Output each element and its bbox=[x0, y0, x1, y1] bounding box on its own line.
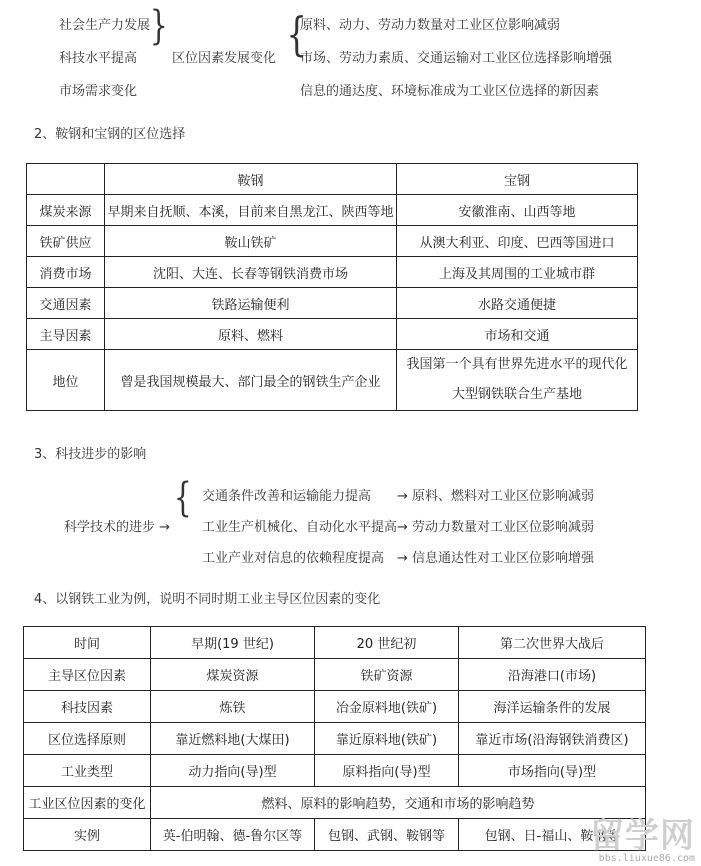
tech-progress-source: 科学技术的进步 → bbox=[64, 520, 171, 535]
heading-section-2: 2、鞍钢和宝钢的区位选择 bbox=[34, 127, 186, 142]
row-label: 工业区位因素的变化 bbox=[24, 787, 151, 819]
factor-social-productivity: 社会生产力发展 bbox=[59, 18, 151, 33]
table-header-row bbox=[27, 164, 638, 195]
table-cell: 沿海港口(市场) bbox=[459, 659, 646, 691]
effect-line-3: 工业产业对信息的依赖程度提高 bbox=[202, 551, 385, 566]
effect-line-1: 交通条件改善和运输能力提高 bbox=[202, 489, 372, 504]
table-cell: 包钢、武钢、鞍钢等 bbox=[315, 819, 459, 851]
steel-industry-table bbox=[23, 626, 646, 851]
watermark-logo: 留学网 bbox=[590, 816, 695, 856]
left-brace-icon: { bbox=[173, 475, 192, 521]
result-line-2: 市场、劳动力素质、交通运输对工业区位选择影响增强 bbox=[300, 51, 613, 66]
heading-section-4: 4、以钢铁工业为例，说明不同时期工业主导区位因素的变化 bbox=[34, 592, 381, 607]
table-row bbox=[24, 755, 646, 787]
table-cell: 从澳大利亚、印度、巴西等国进口 bbox=[397, 226, 638, 257]
impact-line-1: → 原料、燃料对工业区位影响减弱 bbox=[397, 489, 595, 504]
table-cell: 冶金原料地(铁矿) bbox=[315, 691, 459, 723]
table-row bbox=[24, 659, 646, 691]
cell-line: 大型钢铁联合生产基地 bbox=[451, 387, 582, 402]
row-label: 地位 bbox=[27, 350, 105, 411]
table-row bbox=[27, 226, 638, 257]
left-brace-icon: { bbox=[286, 7, 307, 61]
table-cell: 市场指向(导)型 bbox=[459, 755, 646, 787]
table-row bbox=[24, 723, 646, 755]
impact-line-3: → 信息通达性对工业区位影响增强 bbox=[397, 551, 595, 566]
row-label: 主导因素 bbox=[27, 319, 105, 350]
impact-line-2: → 劳动力数量对工业区位影响减弱 bbox=[397, 520, 595, 535]
table-cell: 包钢、日-福山、鞍钢等 bbox=[459, 819, 646, 851]
header-cell: 鞍钢 bbox=[105, 164, 397, 195]
table-row bbox=[27, 350, 638, 411]
table-cell: 曾是我国规模最大、部门最全的钢铁生产企业 bbox=[105, 350, 397, 411]
table-row bbox=[24, 819, 646, 851]
table-cell: 铁路运输便利 bbox=[105, 288, 397, 319]
header-cell: 宝钢 bbox=[397, 164, 638, 195]
table-row bbox=[24, 787, 646, 819]
table-cell: 铁矿资源 bbox=[315, 659, 459, 691]
result-line-1: 原料、动力、劳动力数量对工业区位影响减弱 bbox=[300, 18, 561, 33]
table-cell: 海洋运输条件的发展 bbox=[459, 691, 646, 723]
table-cell: 动力指向(导)型 bbox=[151, 755, 315, 787]
table-row bbox=[24, 691, 646, 723]
row-label: 消费市场 bbox=[27, 257, 105, 288]
table-row bbox=[27, 195, 638, 226]
table-row bbox=[27, 257, 638, 288]
header-cell bbox=[27, 164, 105, 195]
table-cell: 靠近燃料地(大煤田) bbox=[151, 723, 315, 755]
row-label: 实例 bbox=[24, 819, 151, 851]
watermark-url: bbs.liuxue86.com bbox=[598, 853, 695, 864]
table-cell: 上海及其周围的工业城市群 bbox=[397, 257, 638, 288]
row-label: 交通因素 bbox=[27, 288, 105, 319]
table-cell: 炼铁 bbox=[151, 691, 315, 723]
table-cell: 早期来自抚顺、本溪，目前来自黑龙江、陕西等地 bbox=[105, 195, 397, 226]
row-label: 科技因素 bbox=[24, 691, 151, 723]
table-cell: 靠近原料地(铁矿) bbox=[315, 723, 459, 755]
table-cell-merged: 燃料、原料的影响趋势，交通和市场的影响趋势 bbox=[151, 787, 646, 819]
heading-section-3: 3、科技进步的影响 bbox=[34, 447, 147, 462]
table-header-row bbox=[24, 627, 646, 659]
center-location-change: 区位因素发展变化 bbox=[172, 51, 277, 66]
row-label: 铁矿供应 bbox=[27, 226, 105, 257]
row-label: 主导区位因素 bbox=[24, 659, 151, 691]
table-cell: 原料指向(导)型 bbox=[315, 755, 459, 787]
table-cell: 鞍山铁矿 bbox=[105, 226, 397, 257]
table-row bbox=[27, 288, 638, 319]
table-cell: 煤炭资源 bbox=[151, 659, 315, 691]
header-cell: 20 世纪初 bbox=[315, 627, 459, 659]
anshan-baoshan-table bbox=[26, 163, 638, 411]
factor-tech-level: 科技水平提高 bbox=[59, 51, 138, 66]
header-cell: 第二次世界大战后 bbox=[459, 627, 646, 659]
table-cell-multiline bbox=[397, 350, 638, 411]
table-cell: 水路交通便捷 bbox=[397, 288, 638, 319]
cell-line: 我国第一个具有世界先进水平的现代化 bbox=[406, 357, 628, 372]
right-brace-icon: } bbox=[149, 3, 168, 49]
table-cell: 市场和交通 bbox=[397, 319, 638, 350]
table-cell: 安徽淮南、山西等地 bbox=[397, 195, 638, 226]
result-line-3: 信息的通达度、环境标准成为工业区位选择的新因素 bbox=[300, 84, 600, 99]
table-cell: 英-伯明翰、德-鲁尔区等 bbox=[151, 819, 315, 851]
header-cell: 早期(19 世纪) bbox=[151, 627, 315, 659]
table-cell: 沈阳、大连、长春等钢铁消费市场 bbox=[105, 257, 397, 288]
watermark bbox=[590, 816, 695, 864]
row-label: 区位选择原则 bbox=[24, 723, 151, 755]
table-cell: 靠近市场(沿海钢铁消费区) bbox=[459, 723, 646, 755]
table-row bbox=[27, 319, 638, 350]
header-cell: 时间 bbox=[24, 627, 151, 659]
effect-line-2: 工业生产机械化、自动化水平提高 bbox=[202, 520, 398, 535]
row-label: 工业类型 bbox=[24, 755, 151, 787]
row-label: 煤炭来源 bbox=[27, 195, 105, 226]
factor-market-demand: 市场需求变化 bbox=[59, 84, 138, 99]
table-cell: 原料、燃料 bbox=[105, 319, 397, 350]
